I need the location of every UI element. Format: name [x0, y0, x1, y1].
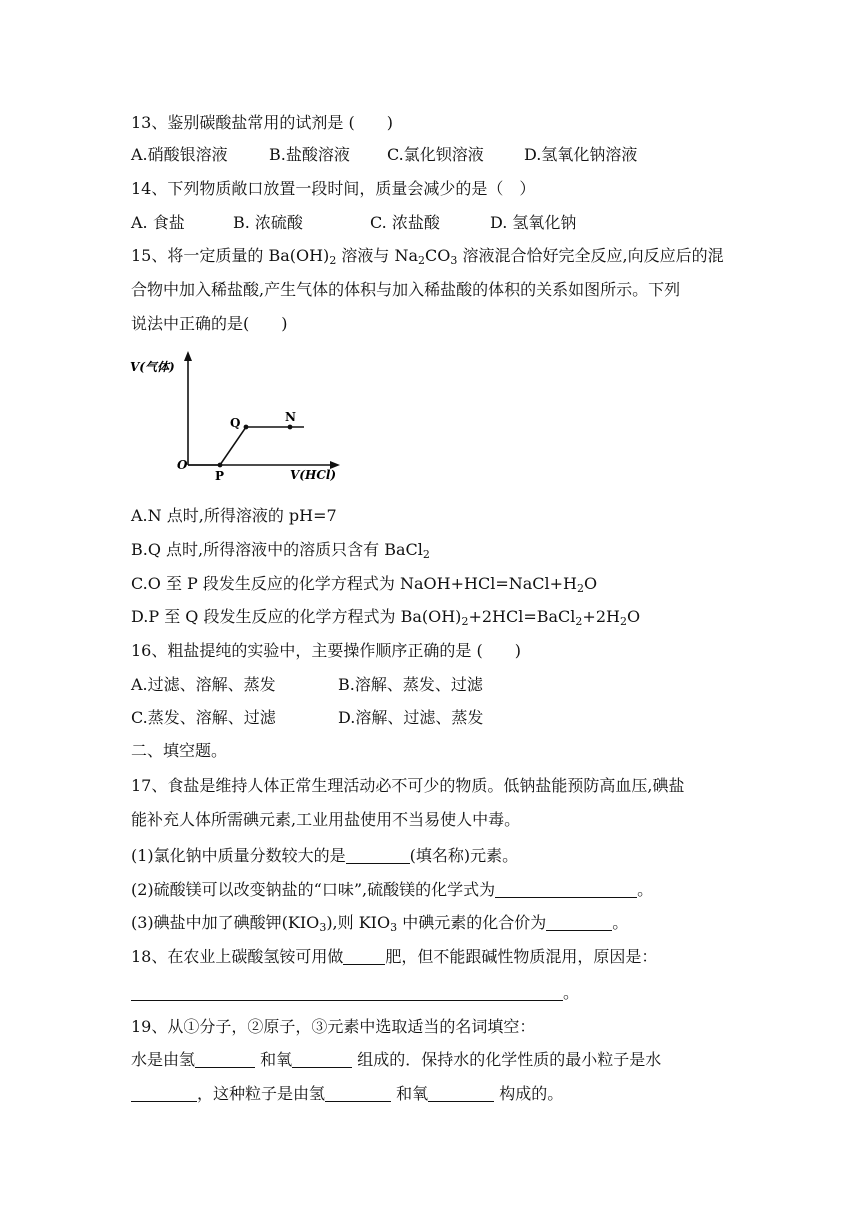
q16-option-b: B.溶解、蒸发、过滤	[338, 675, 483, 694]
gas-volume-graph	[128, 345, 348, 485]
answer-blank[interactable]	[131, 1085, 197, 1102]
q13-option-b: B.盐酸溶液	[269, 145, 350, 164]
point-q-label: Q	[230, 416, 241, 430]
question-14-stem: 14、下列物质敞口放置一段时间，质量会减少的是（ ）	[131, 179, 536, 198]
answer-blank[interactable]	[325, 1085, 391, 1102]
answer-blank[interactable]	[346, 847, 410, 864]
question-18-line-1: 18、在农业上碳酸氢铵可用做 肥，但不能跟碱性物质混用，原因是：	[131, 947, 658, 966]
q16-option-c: C.蒸发、溶解、过滤	[131, 708, 276, 727]
question-13-stem: 13、鉴别碳酸盐常用的试剂是 ( )	[131, 113, 393, 132]
q15-option-c: C.O 至 P 段发生反应的化学方程式为 $NaOH+HCl=NaCl+H_2O$	[131, 574, 598, 595]
point-n	[288, 425, 293, 430]
q13-option-d: D.氢氧化钠溶液	[524, 145, 638, 164]
answer-blank[interactable]	[495, 881, 637, 898]
q13-option-c: C.氯化钡溶液	[387, 145, 484, 164]
question-15-line-1: 15、将一定质量的 $Ba(OH)_2$ 溶液与 $Na_2CO_3$ 溶液混合恰好完全反应,向反应后的混	[131, 246, 724, 267]
q14-option-c: C. 浓盐酸	[370, 213, 440, 232]
question-17-part-1: (1)氯化钠中质量分数较大的是 (填名称)元素。	[131, 846, 519, 865]
question-16-stem: 16、粗盐提纯的实验中，主要操作顺序正确的是 ( )	[131, 641, 521, 660]
section-heading: 二、填空题。	[131, 741, 228, 760]
question-15-line-3: 说法中正确的是( )	[131, 314, 288, 333]
question-18-line-2: 。	[131, 982, 579, 1004]
question-19-line-2: 水是由氢 和氧 组成的．保持水的化学性质的最小粒子是水	[131, 1050, 662, 1069]
q15-option-b: B.Q 点时,所得溶液中的溶质只含有 BaCl$_2$	[131, 540, 430, 561]
q14-option-d: D. 氢氧化钠	[490, 213, 577, 232]
q14-option-b: B. 浓硫酸	[233, 213, 303, 232]
answer-blank[interactable]	[428, 1085, 494, 1102]
question-17-part-2: (2)硫酸镁可以改变钠盐的“口味”,硫酸镁的化学式为 。	[131, 880, 654, 899]
question-16-options-row-2	[131, 707, 483, 729]
question-13-options	[131, 144, 637, 166]
origin-label: O	[177, 458, 188, 472]
answer-blank[interactable]	[292, 1051, 352, 1068]
question-14-options	[131, 212, 576, 234]
q15-option-a: A.N 点时,所得溶液的 pH=7	[131, 506, 337, 525]
question-19-line-1: 19、从①分子，②原子，③元素中选取适当的名词填空：	[131, 1017, 536, 1036]
question-19-line-3: ，这种粒子是由氢 和氧 构成的。	[131, 1083, 563, 1105]
y-axis-label: V(气体)	[130, 360, 175, 374]
q13-option-a: A.硝酸银溶液	[131, 145, 228, 164]
q15-option-d: D.P 至 Q 段发生反应的化学方程式为 $Ba(OH)_2+2HCl=BaCl_2+2H_2O$	[131, 607, 641, 628]
q16-option-d: D.溶解、过滤、蒸发	[338, 708, 484, 727]
answer-blank[interactable]	[195, 1051, 255, 1068]
point-p-label: P	[215, 469, 225, 483]
answer-blank[interactable]	[131, 984, 563, 1001]
q14-option-a: A. 食盐	[131, 213, 185, 232]
question-17-part-3: (3)碘盐中加了碘酸钾$(KIO_3)$,则 $KIO_3$ 中碘元素的化合价为 。	[131, 913, 629, 934]
question-15-line-2: 合物中加入稀盐酸,产生气体的体积与加入稀盐酸的体积的关系如图所示。下列	[131, 280, 681, 299]
point-p	[218, 463, 223, 468]
point-q	[244, 425, 249, 430]
gas-curve	[188, 427, 304, 465]
answer-blank[interactable]	[343, 948, 385, 965]
y-axis-arrow	[184, 351, 192, 361]
answer-blank[interactable]	[546, 914, 612, 931]
x-axis-label: V(HCl)	[290, 468, 337, 482]
q16-option-a: A.过滤、溶解、蒸发	[131, 675, 276, 694]
question-17-line-1: 17、食盐是维持人体正常生理活动必不可少的物质。低钠盐能预防高血压,碘盐	[131, 776, 685, 795]
point-n-label: N	[285, 410, 296, 424]
question-17-line-2: 能补充人体所需碘元素,工业用盐使用不当易使人中毒。	[131, 810, 521, 829]
question-16-options-row-1	[131, 674, 483, 696]
